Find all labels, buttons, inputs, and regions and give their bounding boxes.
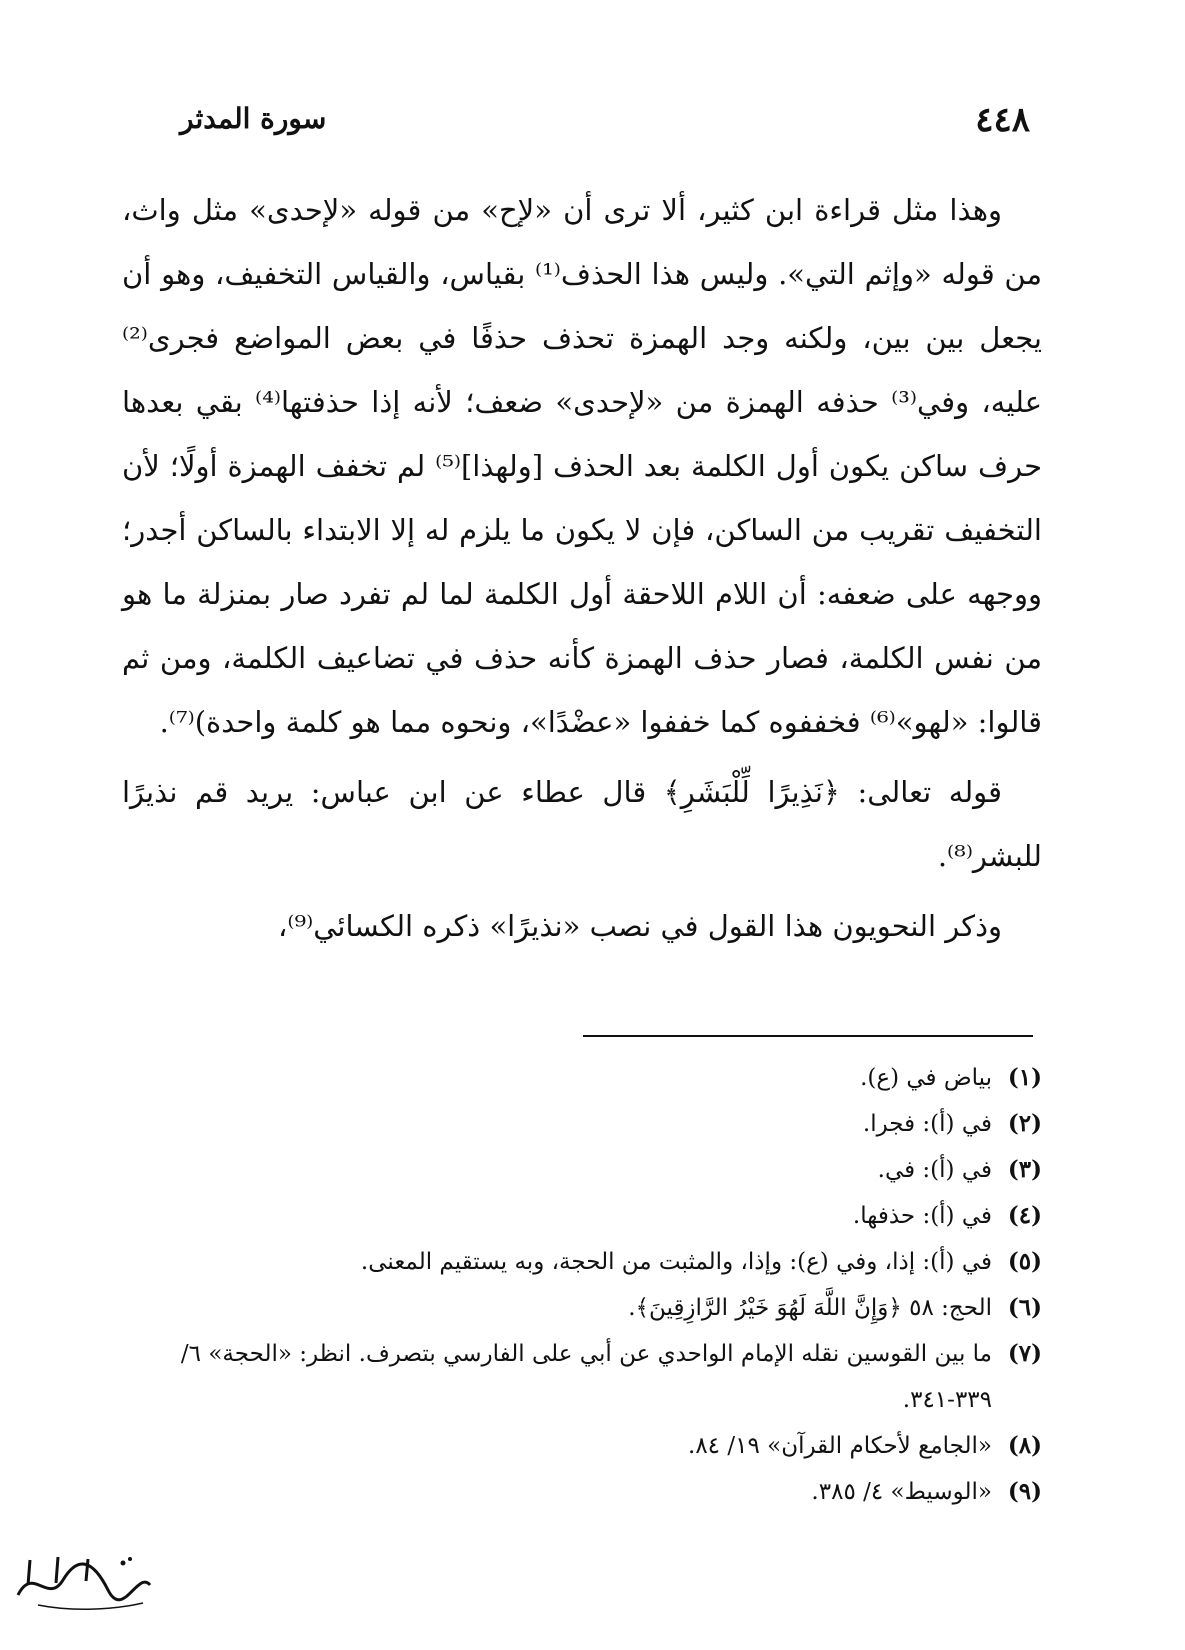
paragraph: وهذا مثل قراءة ابن كثير، ألا ترى أن «لإح» من قوله «لإحدى» مثل واث، من قوله «وإثم التي». وليس هذا الحذف⁽¹⁾ بقياس، والقياس التخفيف، وهو أن يجعل بين بين، ولكنه وجد الهمزة تحذف حذفًا في بعض المواضع فجرى⁽²⁾ عليه، وفي⁽³⁾ حذفه الهمزة من «لإحدى» ضعف؛ لأنه إذا حذفتها⁽⁴⁾ بقي بعدها حرف ساكن يكون أول الكلمة بعد الحذف [ولهذا]⁽⁵⁾ لم تخفف الهمزة أولًا؛ لأن التخفيف تقريب من الساكن، فإن لا يكون ما يلزم له إلا الابتداء بالساكن أجدر؛ ووجهه على ضعفه: أن اللام اللاحقة أول الكلمة لما لم تفرد صار بمنزلة ما هو من نفس الكلمة، فصار حذف الهمزة كأنه حذف في تضاعيف الكلمة، ومن ثم قالوا: «لهو»⁽⁶⁾ فخففوه كما خففوا «عضْدًا»، ونحوه مما هو كلمة واحدة)⁽⁷⁾. [122, 193, 1043, 739]
footnote-divider [583, 1035, 1033, 1037]
footnote [122, 1331, 1042, 1423]
footnote [122, 1193, 1042, 1239]
footnote-text: في (أ): في. [877, 1157, 992, 1183]
footnote [122, 1423, 1042, 1469]
footnote-number: (١) [1007, 1064, 1042, 1091]
footnote-number: (٦) [1007, 1294, 1042, 1321]
footnote-number: (٥) [1007, 1248, 1042, 1275]
footnote-number: (٨) [1007, 1432, 1042, 1459]
footnote [122, 1239, 1042, 1285]
page-number: ٤٤٨ [975, 100, 1030, 140]
footnote-text: الحج: ٥٨ ﴿وَإِنَّ اللَّهَ لَهُوَ خَيْرُ الرَّازِقِينَ﴾. [628, 1295, 992, 1321]
footnote [122, 1101, 1042, 1147]
footnote-text: ما بين القوسين نقله الإمام الواحدي عن أبي على الفارسي بتصرف. انظر: «الحجة» ٦/ ٣٣٩-٣٤١. [180, 1341, 992, 1413]
footnote-text: في (أ): إذا، وفي (ع): وإذا، والمثبت من الحجة، وبه يستقيم المعنى. [360, 1249, 992, 1275]
surah-title: سورة المدثر [180, 102, 327, 135]
paragraph: وذكر النحويون هذا القول في نصب «نذيرًا» ذكره الكسائي⁽⁹⁾، [277, 909, 1002, 943]
footnote-number: (٧) [1007, 1340, 1042, 1367]
footnote-text: بياض في (ع). [860, 1065, 992, 1091]
paragraph: قوله تعالى: ﴿نَذِيرًا لِّلْبَشَرِ﴾ قال عطاء عن ابن عباس: يريد قم نذيرًا للبشر⁽⁸⁾. [122, 775, 1042, 873]
page-header [180, 100, 1030, 150]
footnote-text: في (أ): حذفها. [852, 1203, 992, 1229]
footnote-text: «الوسيط» ٤/ ٣٨٥. [811, 1479, 992, 1505]
publisher-logo [8, 1545, 158, 1615]
main-text [122, 178, 1042, 958]
footnote [122, 1469, 1042, 1515]
footnote-number: (٩) [1007, 1478, 1042, 1505]
footnote-number: (٢) [1007, 1110, 1042, 1137]
footnotes [122, 1055, 1042, 1515]
footnote [122, 1055, 1042, 1101]
footnote-number: (٤) [1007, 1202, 1042, 1229]
footnote-text: في (أ): فجرا. [862, 1111, 992, 1137]
footnote-number: (٣) [1007, 1156, 1042, 1183]
footnote-text: «الجامع لأحكام القرآن» ١٩/ ٨٤. [688, 1433, 992, 1459]
footnote [122, 1285, 1042, 1331]
footnote [122, 1147, 1042, 1193]
